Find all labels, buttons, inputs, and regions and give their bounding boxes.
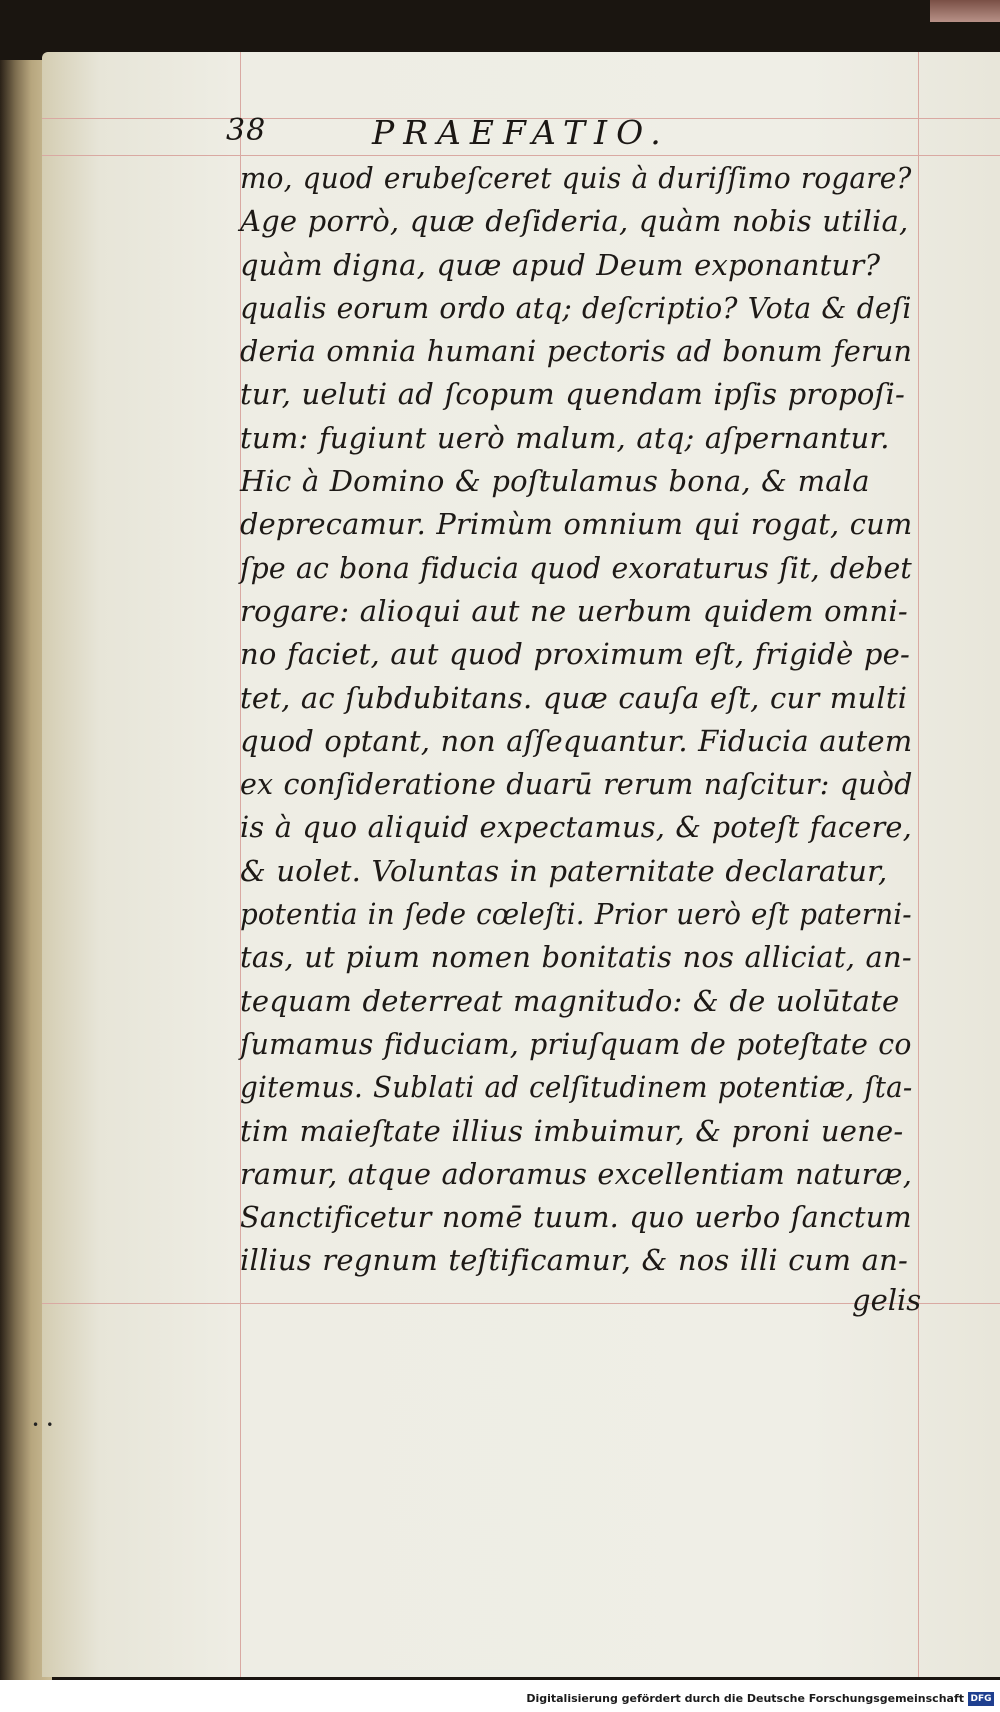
text-line: Age porrò, quæ deſideria, quàm nobis utilia, bbox=[240, 204, 909, 239]
text-line: potentia in ſede cœleſti. Prior uerò eſt paterni- bbox=[240, 897, 912, 932]
text-line: ex conſideratione duarū rerum naſcitur: quòd bbox=[240, 767, 913, 802]
catchword: gelis bbox=[852, 1283, 922, 1317]
margin-marks: • • bbox=[32, 1418, 57, 1432]
text-line: Hic à Domino & poſtulamus bona, & mala bbox=[240, 464, 870, 499]
dfg-logo: DFG bbox=[968, 1692, 994, 1706]
text-line: no faciet, aut quod proximum eſt, frigidè pe- bbox=[240, 637, 911, 672]
text-line: illius regnum teſtificamur, & nos illi cum an- bbox=[240, 1243, 909, 1278]
body-text bbox=[240, 157, 920, 1283]
footer-bar bbox=[0, 1690, 1000, 1712]
text-line: tum: fugiunt uerò malum, atq; aſpernantur. bbox=[240, 420, 890, 455]
text-line: quod optant, non aſſequantur. Fiducia autem bbox=[240, 723, 913, 758]
text-line: deprecamur. Primùm omnium qui rogat, cum bbox=[240, 507, 913, 542]
text-line: gitemus. Sublati ad celſitudinem potentiæ, ſta- bbox=[240, 1070, 913, 1105]
text-line: ramur, atque adoramus excellentiam naturæ, bbox=[240, 1156, 913, 1191]
bookmark-ribbon bbox=[930, 0, 1000, 22]
page-header bbox=[0, 113, 1000, 163]
text-line: quàm digna, quæ apud Deum exponantur? bbox=[240, 247, 881, 282]
running-head: PRAEFATIO. bbox=[372, 113, 670, 152]
page-number: 38 bbox=[226, 113, 267, 148]
text-line: tim maieſtate illius imbuimur, & proni uene- bbox=[240, 1113, 904, 1148]
text-line: Sanctificetur nomē tuum. quo uerbo ſanctum bbox=[240, 1200, 912, 1235]
text-line: tas, ut pium nomen bonitatis nos alliciat, an- bbox=[240, 940, 912, 975]
text-line: deria omnia humani pectoris ad bonum ferun bbox=[240, 334, 913, 369]
text-line: mo, quod erubeſceret quis à duriſſimo rogare? bbox=[240, 161, 912, 195]
text-line: is à quo aliquid expectamus, & poteſt facere, bbox=[240, 810, 913, 845]
text-line: ſumamus fiduciam, priuſquam de poteſtate co bbox=[240, 1026, 912, 1061]
text-line: tequam deterreat magnitudo: & de uolūtate bbox=[240, 983, 900, 1018]
text-line: tet, ac ſubdubitans. quæ cauſa eſt, cur multi bbox=[240, 680, 908, 715]
text-line: qualis eorum ordo atq; deſcriptio? Vota & deſi bbox=[240, 290, 912, 325]
text-line: & uolet. Voluntas in paternitate declaratur, bbox=[240, 853, 888, 888]
text-line: tur, ueluti ad ſcopum quendam ipſis propoſi- bbox=[240, 377, 905, 412]
funding-credit: Digitalisierung gefördert durch die Deutsche Forschungsgemeinschaft bbox=[526, 1692, 964, 1705]
text-line: rogare: alioqui aut ne uerbum quidem omni- bbox=[240, 593, 908, 628]
text-line: ſpe ac bona fiducia quod exoraturus ſit, debet bbox=[240, 550, 912, 585]
